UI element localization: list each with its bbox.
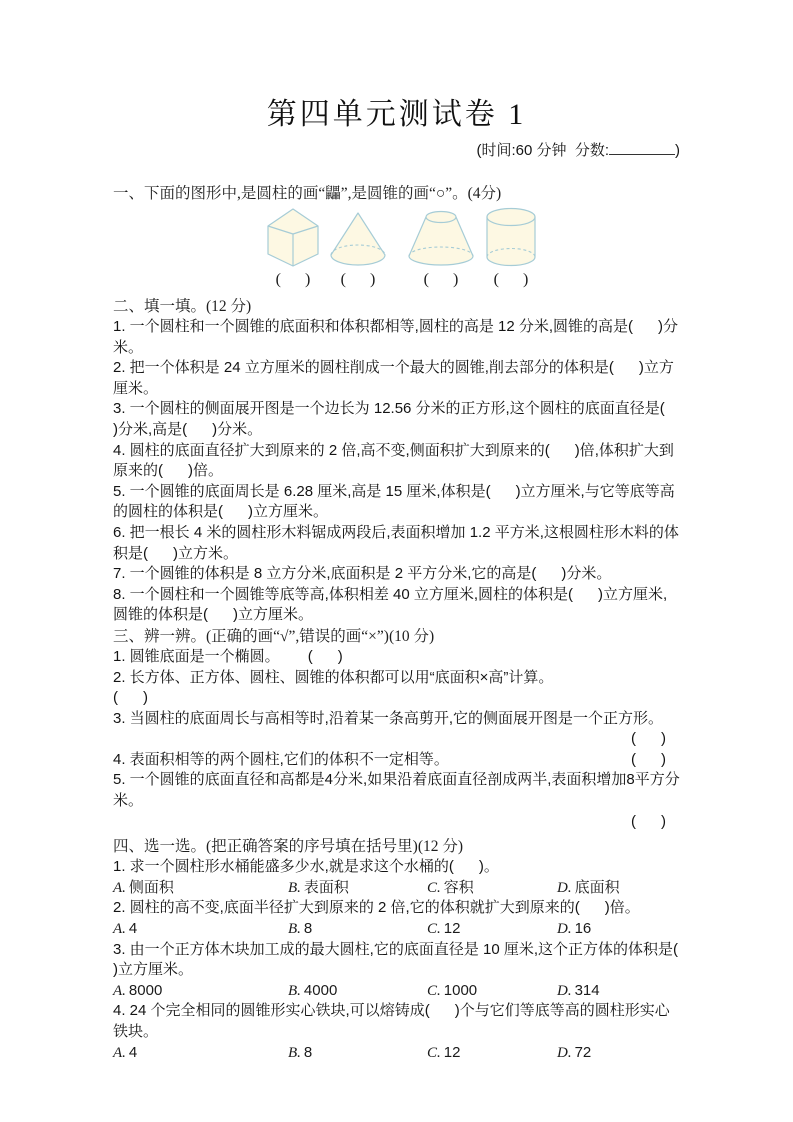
judge-question-1-text: 1. 圆锥底面是一个椭圆。 — [113, 647, 280, 665]
fill-question-2: 2. 把一个体积是 24 立方厘米的圆柱削成一个最大的圆锥,削去部分的体积是( )立方厘米。 — [113, 359, 674, 397]
judge-bracket-1: ( ) — [307, 647, 343, 665]
choice-3-option-a: A. 8000 — [113, 981, 163, 999]
choice-3-option-d: D. 314 — [557, 981, 600, 999]
judge-question-5: 5. 一个圆锥的底面直径和高都是4分米,如果沿着底面直径剖成两半,表面积增加8平方分米。 — [113, 771, 680, 810]
time-score-line — [113, 141, 680, 161]
shape-cell-3 — [407, 209, 475, 267]
choice-1-option-c: C. 容积 — [427, 878, 474, 896]
shape-cell-4 — [485, 207, 537, 267]
cone-figure — [329, 211, 387, 267]
section2-heading: 二、填一填。(12 分) — [113, 298, 252, 315]
choice-2-option-b: B. 8 — [288, 920, 313, 938]
choice-2-option-c: C. 12 — [427, 920, 461, 938]
fill-question-4: 4. 圆柱的底面直径扩大到原来的 2 倍,高不变,侧面积扩大到原来的( )倍,体积扩大到原来的( )倍。 — [113, 441, 674, 480]
choice-4-options — [113, 1043, 680, 1064]
choice-question-3: 3. 由一个正方体木块加工成的最大圆柱,它的底面直径是 10 厘米,这个正方体的体积是( )立方厘米。 — [113, 940, 704, 979]
judge-question-4-text: 4. 表面积相等的两个圆柱,它们的体积不一定相等。 — [113, 750, 449, 768]
choice-1-option-b: B. 表面积 — [288, 878, 349, 896]
score-blank — [609, 141, 675, 155]
choice-question-1: 1. 求一个圆柱形水桶能盛多少水,就是求这个水桶的( )。 — [113, 858, 499, 876]
judge-question-4 — [113, 750, 680, 771]
judge-bracket-3: ( ) — [631, 730, 666, 748]
cylinder-figure — [485, 207, 537, 267]
choice-3-options — [113, 981, 680, 1002]
judge-question-3: 3. 当圆柱的底面周长与高相等时,沿着某一条高剪开,它的侧面展开图是一个正方形。 — [113, 709, 664, 727]
fill-question-1: 1. 一个圆柱和一个圆锥的底面积和体积都相等,圆柱的高是 12 分米,圆锥的高是( )分米。 — [113, 318, 679, 356]
answer-bracket-1: ( ) — [275, 271, 311, 288]
triangular-prism-figure — [265, 207, 321, 267]
judge-question-1 — [113, 647, 680, 668]
fill-question-8: 8. 一个圆柱和一个圆锥等底等高,体积相差 40 立方厘米,圆柱的体积是( )立方厘米,圆锥的体积是( )立方厘米。 — [113, 585, 668, 624]
choice-4-option-a: A. 4 — [113, 1043, 138, 1061]
section3-heading: 三、辨一辨。(正确的画“√”,错误的画“×”)(10 分) — [113, 627, 435, 645]
choice-question-2: 2. 圆柱的高不变,底面半径扩大到原来的 2 倍,它的体积就扩大到原来的( )倍。 — [113, 899, 640, 917]
choice-2-options — [113, 919, 680, 940]
frustum-figure — [407, 209, 475, 267]
choice-2-option-d: D. 16 — [557, 920, 592, 938]
choice-4-option-d: D. 72 — [557, 1043, 592, 1061]
fill-question-5: 5. 一个圆锥的底面周长是 6.28 厘米,高是 15 厘米,体积是( )立方厘米,与它等底等高的圆柱的体积是( )立方厘米。 — [113, 482, 675, 521]
answer-slots-row — [265, 270, 680, 290]
fill-question-7: 7. 一个圆锥的体积是 8 立方分米,底面积是 2 平方分米,它的高是( )分米。 — [113, 565, 612, 583]
page-title: 第四单元测试卷 1 — [266, 98, 527, 131]
answer-bracket-4: ( ) — [493, 271, 529, 288]
choice-1-option-d: D. 底面积 — [557, 878, 620, 896]
shapes-row — [265, 207, 680, 267]
shape-cell-1 — [265, 207, 321, 267]
choice-4-option-c: C. 12 — [427, 1043, 461, 1061]
choice-4-option-b: B. 8 — [288, 1043, 313, 1061]
meta-text: (时间:60 分钟 分数: — [476, 142, 609, 159]
meta-close: ) — [675, 142, 680, 159]
answer-bracket-3: ( ) — [423, 271, 459, 288]
judge-bracket-5: ( ) — [631, 812, 666, 830]
choice-1-options — [113, 878, 680, 899]
judge-bracket-2: ( ) — [113, 689, 148, 707]
section4-heading: 四、选一选。(把正确答案的序号填在括号里)(12 分) — [113, 838, 464, 856]
choice-3-option-b: B. 4000 — [288, 981, 338, 999]
answer-bracket-2: ( ) — [340, 271, 376, 288]
choice-2-option-a: A. 4 — [113, 920, 138, 938]
fill-question-3: 3. 一个圆柱的侧面展开图是一个边长为 12.56 分米的正方形,这个圆柱的底面直径是( )分米,高是( )分米。 — [113, 400, 690, 438]
section1-heading: 一、下面的图形中,是圆柱的画“鼺”,是圆锥的画“○”。(4分) — [113, 185, 502, 202]
choice-3-option-c: C. 1000 — [427, 981, 478, 999]
judge-bracket-4: ( ) — [631, 750, 666, 768]
judge-question-2: 2. 长方体、正方体、圆柱、圆锥的体积都可以用“底面积×高”计算。 — [113, 668, 554, 686]
choice-question-4: 4. 24 个完全相同的圆锥形实心铁块,可以熔铸成( )个与它们等底等高的圆柱形实心铁块。 — [113, 1002, 670, 1040]
fill-question-6: 6. 把一根长 4 米的圆柱形木料锯成两段后,表面积增加 1.2 平方米,这根圆柱形木料的体积是( )立方米。 — [113, 523, 679, 562]
choice-1-option-a: A. 侧面积 — [113, 878, 174, 896]
shape-cell-2 — [329, 211, 387, 267]
